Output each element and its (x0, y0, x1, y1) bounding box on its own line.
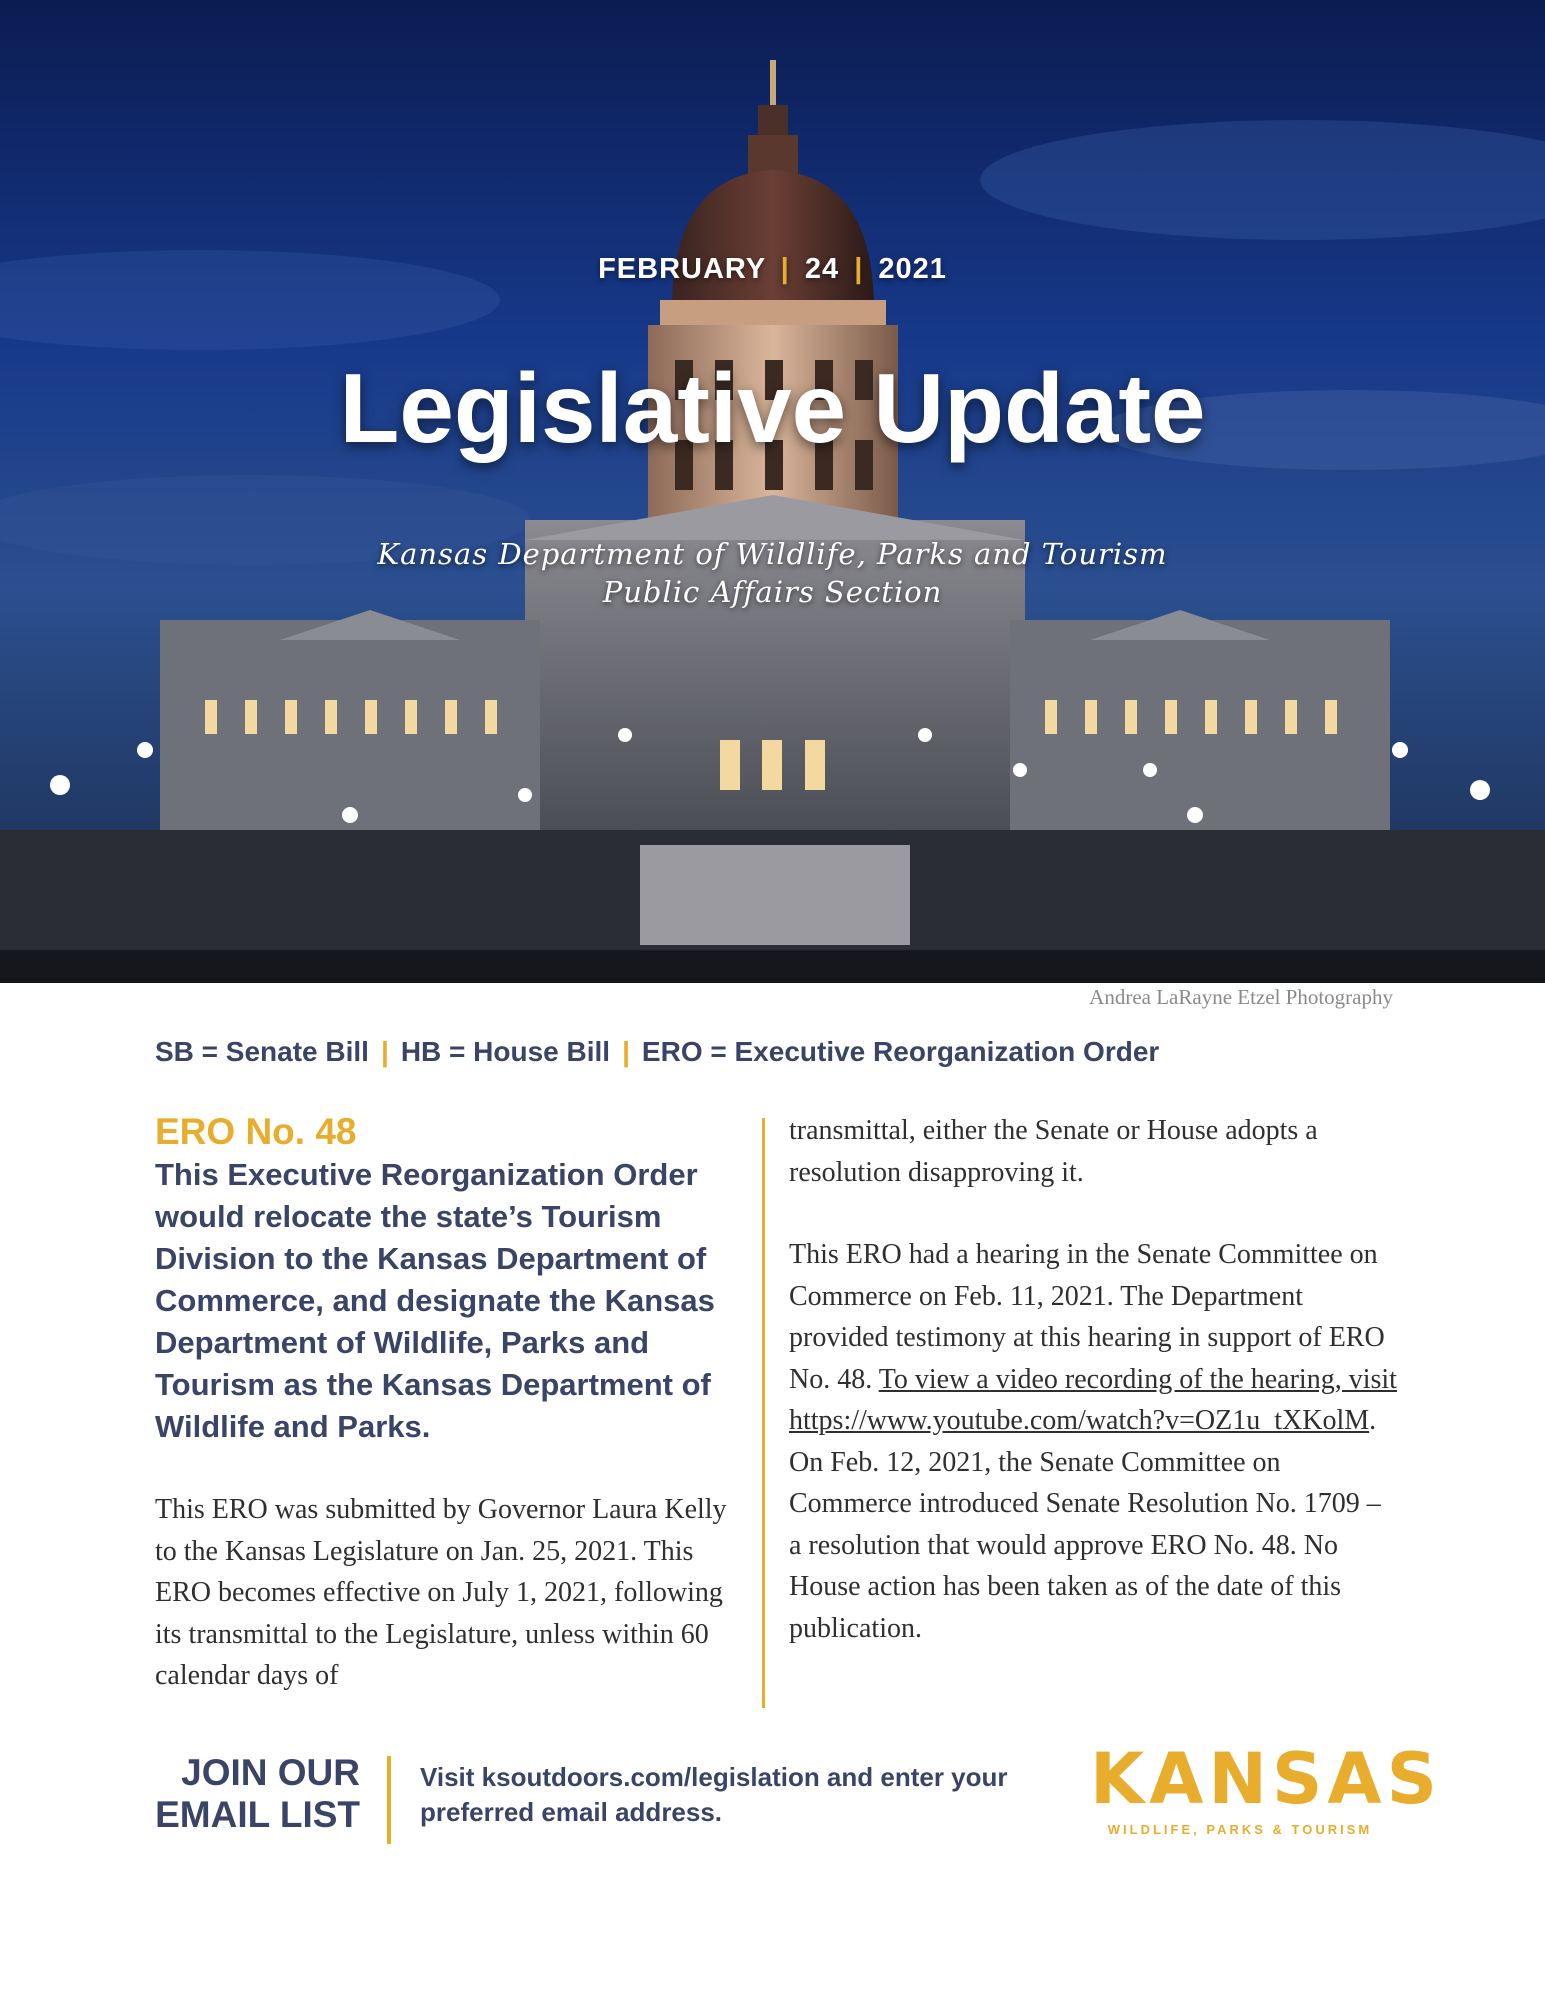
photo-credit: Andrea LaRayne Etzel Photography (1089, 985, 1393, 1009)
legend-item-hb: HB = House Bill (400, 1036, 611, 1067)
kansas-wpt-logo (1090, 1738, 1443, 1837)
hero-subtitle (0, 535, 1545, 611)
footer-divider (387, 1756, 391, 1844)
article-summary: This Executive Reorganization Order would relocate the state’s Tourism Division to the Kansas Department of Commerce, and designate the Kansas Department of Wildlife, Parks and Tourism as the Kansas Department of Wildlife and Parks. (155, 1157, 715, 1444)
brand-name: KANSAS (1090, 1738, 1443, 1820)
article-left-column (155, 1110, 745, 1697)
email-signup-instructions: Visit ksoutdoors.com/legislation and enter your preferred email address. (420, 1762, 1008, 1827)
hero-banner (0, 0, 1545, 983)
article-paragraph-2: This ERO had a hearing in the Senate Committee on Commerce on Feb. 11, 2021. The Department provided testimony at this hearing in support of ERO No. 48. To view a video recording of the hearing, visit https://www.youtube.com/watch?v=OZ1u_tXKolM. On Feb. 12, 2021, the Senate Committee on Commerce introduced Senate Resolution No. 1709 – a resolution that would approve ERO No. 48. No House action has been taken as of the date of this publication. (789, 1239, 1397, 1644)
column-divider (762, 1118, 765, 1708)
hearing-video-link[interactable]: To view a video recording of the hearing, visit https://www.youtube.com/watch?v=OZ1u_tXKolM (789, 1363, 1397, 1436)
legend-separator: | (622, 1036, 630, 1067)
article-right-column (789, 1110, 1399, 1649)
legend-item-ero: ERO = Executive Reorganization Order (641, 1036, 1160, 1067)
subtitle-line-2: Public Affairs Section (602, 575, 943, 609)
legend-separator: | (380, 1036, 389, 1067)
page-title: Legislative Update (339, 353, 1206, 463)
brand-tagline: WILDLIFE, PARKS & TOURISM (1107, 1822, 1373, 1837)
join-email-heading: JOIN OUR EMAIL LIST (155, 1752, 360, 1835)
capitol-photo (0, 0, 1545, 983)
article-paragraph-1: This ERO was submitted by Governor Laura Kelly to the Kansas Legislature on Jan. 25, 2021. This ERO becomes effective on July 1, 2021, following its transmittal to the Legislature, unless within 60 calendar days of (155, 1494, 727, 1691)
article-heading: ERO No. 48 (155, 1111, 357, 1152)
publication-date: FEBRUARY | 24 | 2021 (598, 253, 947, 285)
abbreviation-legend (155, 1036, 1159, 1068)
subtitle-line-1: Kansas Department of Wildlife, Parks and Tourism (377, 537, 1168, 571)
article-paragraph-1-continued: transmittal, either the Senate or House adopts a resolution disapproving it. (789, 1115, 1318, 1188)
legend-item-sb: SB = Senate Bill (155, 1036, 369, 1067)
